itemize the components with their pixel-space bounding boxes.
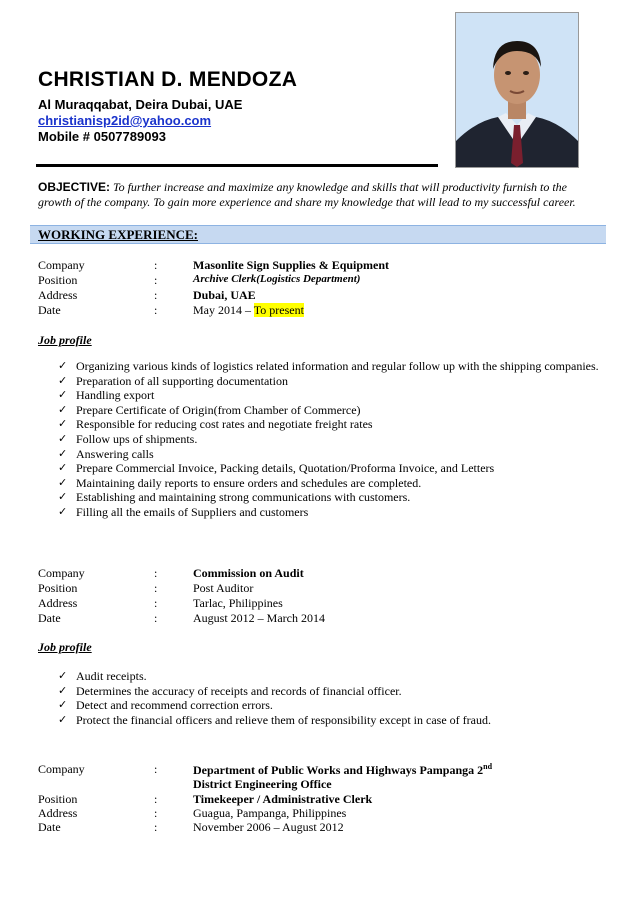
list-item: ✓ Audit receipts. xyxy=(58,669,147,683)
job1-profile-heading: Job profile xyxy=(38,333,92,347)
section-title: WORKING EXPERIENCE: xyxy=(38,227,198,242)
check-icon: ✓ xyxy=(58,683,68,697)
job1-date-start: May 2014 – xyxy=(193,303,254,317)
job2-address-row xyxy=(38,596,608,611)
list-item: ✓ Establishing and maintaining strong communications with customers. xyxy=(58,490,411,505)
job1-date-end: To present xyxy=(253,303,304,317)
job1-duties-list xyxy=(56,359,601,520)
job3-company-row-2 xyxy=(38,777,608,792)
position-label: Position xyxy=(38,581,78,595)
date-label: Date xyxy=(38,303,61,317)
job2-duties-list xyxy=(56,669,601,727)
check-icon: ✓ xyxy=(58,359,68,372)
job3-position: Timekeeper / Administrative Clerk xyxy=(193,792,373,806)
colon: : xyxy=(154,611,158,625)
job2-company: Commission on Audit xyxy=(193,566,304,580)
job3-company: Department of Public Works and Highways Pampanga 2nd xyxy=(193,762,493,777)
list-item: ✓ Maintaining daily reports to ensure orders and schedules are completed. xyxy=(58,475,422,490)
job1-company-row xyxy=(38,258,608,273)
job3-company-line2: District Engineering Office xyxy=(193,777,332,791)
job3-address: Guagua, Pampanga, Philippines xyxy=(193,806,347,820)
colon: : xyxy=(154,566,158,580)
address-label: Address xyxy=(38,596,78,610)
job2-position-row xyxy=(38,581,608,596)
objective-paragraph xyxy=(38,180,603,210)
check-icon: ✓ xyxy=(58,388,68,402)
colon: : xyxy=(154,288,158,302)
address-label: Address xyxy=(38,288,78,302)
date-label: Date xyxy=(38,611,61,625)
list-item: ✓ Responsible for reducing cost rates and negotiate freight rates xyxy=(58,417,373,432)
colon: : xyxy=(154,258,158,272)
colon: : xyxy=(154,762,158,776)
list-item: ✓ Prepare Commercial Invoice, Packing details, Quotation/Proforma Invoice, and Letters xyxy=(58,461,495,476)
job2-profile-heading: Job profile xyxy=(38,640,92,654)
company-label: Company xyxy=(38,762,85,776)
check-icon: ✓ xyxy=(58,446,68,460)
list-item: ✓ Prepare Certificate of Origin(from Chamber of Commerce) xyxy=(58,402,361,417)
objective-text: To further increase and maximize any knowledge and skills that will productivity furnish to the growth of the company. To gain more experience and share my knowledge that will lead to my successful career. xyxy=(38,180,576,209)
section-header-bar xyxy=(30,225,606,244)
colon: : xyxy=(154,820,158,834)
job1-date-row xyxy=(38,303,608,318)
header-email-link[interactable]: christianisp2id@yahoo.com xyxy=(38,113,212,128)
job2-company-row xyxy=(38,566,608,581)
job3-date-row xyxy=(38,820,608,835)
colon: : xyxy=(154,303,158,317)
colon: : xyxy=(154,596,158,610)
check-icon: ✓ xyxy=(58,417,68,431)
job1-position-row xyxy=(38,273,608,288)
header-divider xyxy=(36,164,438,167)
check-icon: ✓ xyxy=(58,431,68,445)
job1-address: Dubai, UAE xyxy=(193,288,256,302)
check-icon: ✓ xyxy=(58,373,68,387)
check-icon: ✓ xyxy=(58,712,68,726)
job2-date: August 2012 – March 2014 xyxy=(193,611,325,625)
colon: : xyxy=(154,792,158,806)
list-item: ✓ Preparation of all supporting documentation xyxy=(58,373,288,388)
check-icon: ✓ xyxy=(58,402,68,416)
person-portrait-icon xyxy=(456,13,578,167)
colon: : xyxy=(154,581,158,595)
address-label: Address xyxy=(38,806,78,820)
colon: : xyxy=(154,806,158,820)
list-item: ✓ Filling all the emails of Suppliers and customers xyxy=(58,504,309,519)
job1-company: Masonlite Sign Supplies & Equipment xyxy=(193,258,390,272)
header-address: Al Muraqqabat, Deira Dubai, UAE xyxy=(38,97,243,112)
check-icon: ✓ xyxy=(58,461,68,475)
check-icon: ✓ xyxy=(58,475,68,489)
candidate-name: CHRISTIAN D. MENDOZA xyxy=(38,68,298,91)
date-label: Date xyxy=(38,820,61,834)
job3-address-row xyxy=(38,806,608,821)
job2-address: Tarlac, Philippines xyxy=(193,596,283,610)
list-item: ✓ Protect the financial officers and relieve them of responsibility except in case of fraud. xyxy=(58,712,491,727)
job2-date-row xyxy=(38,611,608,626)
position-label: Position xyxy=(38,273,78,287)
check-icon: ✓ xyxy=(58,504,68,518)
profile-photo xyxy=(455,12,579,168)
list-item: ✓ Determines the accuracy of receipts and records of financial officer. xyxy=(58,683,402,698)
job1-address-row xyxy=(38,288,608,303)
check-icon: ✓ xyxy=(58,490,68,504)
list-item: ✓ Organizing various kinds of logistics related information and regular follow up with the shipping companies. xyxy=(58,359,599,373)
job2-position: Post Auditor xyxy=(193,581,254,595)
list-item: ✓ Detect and recommend correction errors. xyxy=(58,698,273,713)
check-icon: ✓ xyxy=(58,698,68,712)
list-item: ✓ Answering calls xyxy=(58,446,154,461)
header-mobile: Mobile # 0507789093 xyxy=(38,129,166,144)
colon: : xyxy=(154,273,158,287)
job1-position: Archive Clerk(Logistics Department) xyxy=(193,273,361,285)
job3-company-row xyxy=(38,762,608,777)
objective-label: OBJECTIVE: xyxy=(38,180,111,194)
company-label: Company xyxy=(38,258,85,272)
job1-date xyxy=(193,303,304,318)
check-icon: ✓ xyxy=(58,669,68,682)
list-item: ✓ Follow ups of shipments. xyxy=(58,431,198,446)
job3-date: November 2006 – August 2012 xyxy=(193,820,344,834)
job3-position-row xyxy=(38,792,608,807)
list-item: ✓ Handling export xyxy=(58,388,155,403)
company-label: Company xyxy=(38,566,85,580)
position-label: Position xyxy=(38,792,78,806)
